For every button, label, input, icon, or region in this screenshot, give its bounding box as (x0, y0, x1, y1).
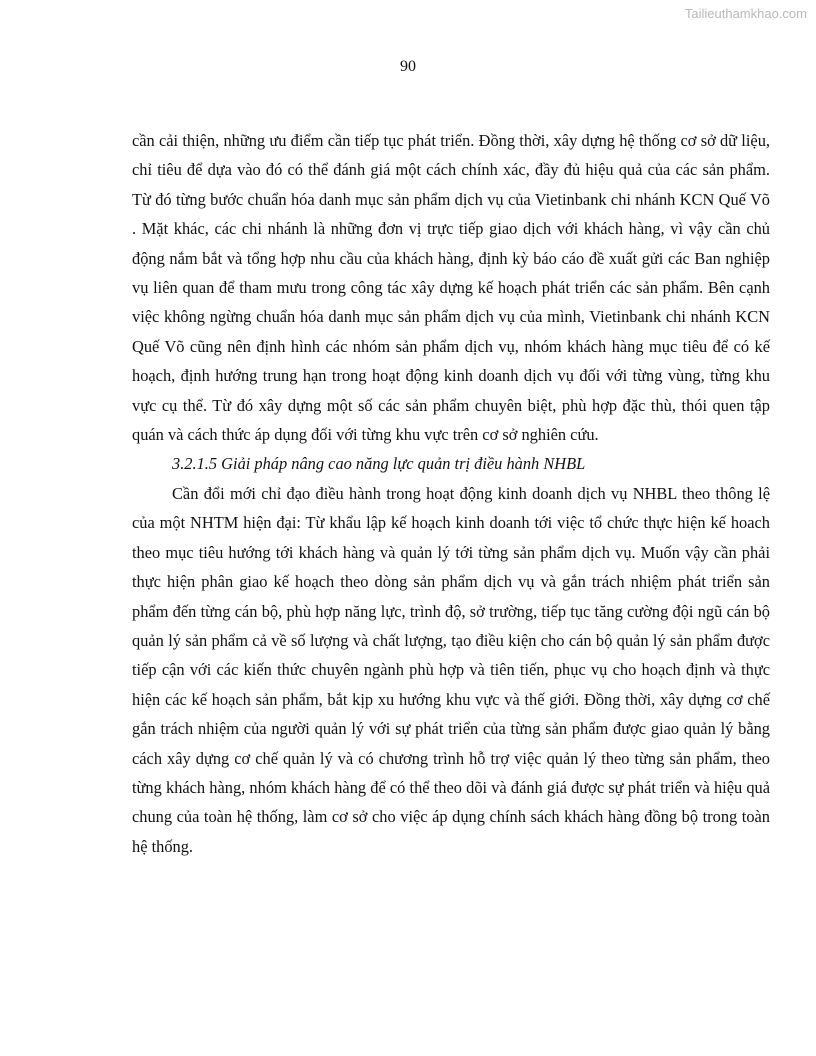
document-body (132, 126, 770, 861)
section-heading: 3.2.1.5 Giải pháp nâng cao năng lực quản trị điều hành NHBL (172, 454, 586, 474)
page-number: 90 (400, 58, 416, 75)
watermark: Tailieuthamkhao.com (684, 6, 807, 21)
paragraph-body: Cần đổi mới chỉ đạo điều hành trong hoạt động kinh doanh dịch vụ NHBL theo thông lệ của một NHTM hiện đại: Từ khẩu lập kế hoạch kinh doanh tới việc tổ chức thực hiện kế hoach theo mục tiêu hướng tới khách hàng và quản lý tới từng sản phẩm dịch vụ. Muốn vậy cần phải thực hiện phân giao kế hoạch theo dòng sản phẩm dịch vụ và gắn trách nhiệm phát triển sản phẩm đến từng cán bộ, phù hợp năng lực, trình độ, sở trường, tiếp tục tăng cường đội ngũ cán bộ quản lý sản phẩm cả về số lượng và chất lượng, tạo điều kiện cho cán bộ quản lý sản phẩm được tiếp cận với các kiến thức chuyên ngành phù hợp và tiên tiến, phục vụ cho hoạch định và thực hiện các kế hoạch sản phẩm, bắt kịp xu hướng khu vực và thế giới. Đồng thời, xây dựng cơ chế gắn trách nhiệm của người quản lý với sự phát triển của từng sản phẩm được giao quản lý bằng cách xây dựng cơ chế quản lý và có chương trình hỗ trợ việc quản lý theo từng sản phẩm, theo từng khách hàng, nhóm khách hàng để có thể theo dõi và đánh giá được sự phát triển và hiệu quả chung của toàn hệ thống, làm cơ sở cho việc áp dụng chính sách khách hàng đồng bộ trong toàn hệ thống. (132, 483, 770, 856)
paragraph-continuation: cần cải thiện, những ưu điểm cần tiếp tục phát triển. Đồng thời, xây dựng hệ thống cơ sở dữ liệu, chỉ tiêu để dựa vào đó có thể đánh giá một cách chính xác, đầy đủ hiệu quả của các sản phẩm. Từ đó từng bước chuẩn hóa danh mục sản phẩm dịch vụ của Vietinbank chi nhánh KCN Quế Võ . Mặt khác, các chi nhánh là những đơn vị trực tiếp giao dịch với khách hàng, vì vậy cần chủ động nắm bắt và tổng hợp nhu cầu của khách hàng, định kỳ báo cáo đề xuất gửi các Ban nghiệp vụ liên quan để tham mưu trong công tác xây dựng kế hoạch phát triển các sản phẩm. Bên cạnh việc không ngừng chuẩn hóa danh mục sản phẩm dịch vụ của mình, Vietinbank chi nhánh KCN Quế Võ cũng nên định hình các nhóm sản phẩm dịch vụ, nhóm khách hàng mục tiêu để có kế hoạch, định hướng trung hạn trong hoạt động kinh doanh dịch vụ đối với từng vùng, từng khu vực cụ thể. Từ đó xây dựng một số các sản phẩm chuyên biệt, phù hợp đặc thù, thói quen tập quán và cách thức áp dụng đối với từng khu vực trên cơ sở nghiên cứu. (132, 131, 770, 445)
